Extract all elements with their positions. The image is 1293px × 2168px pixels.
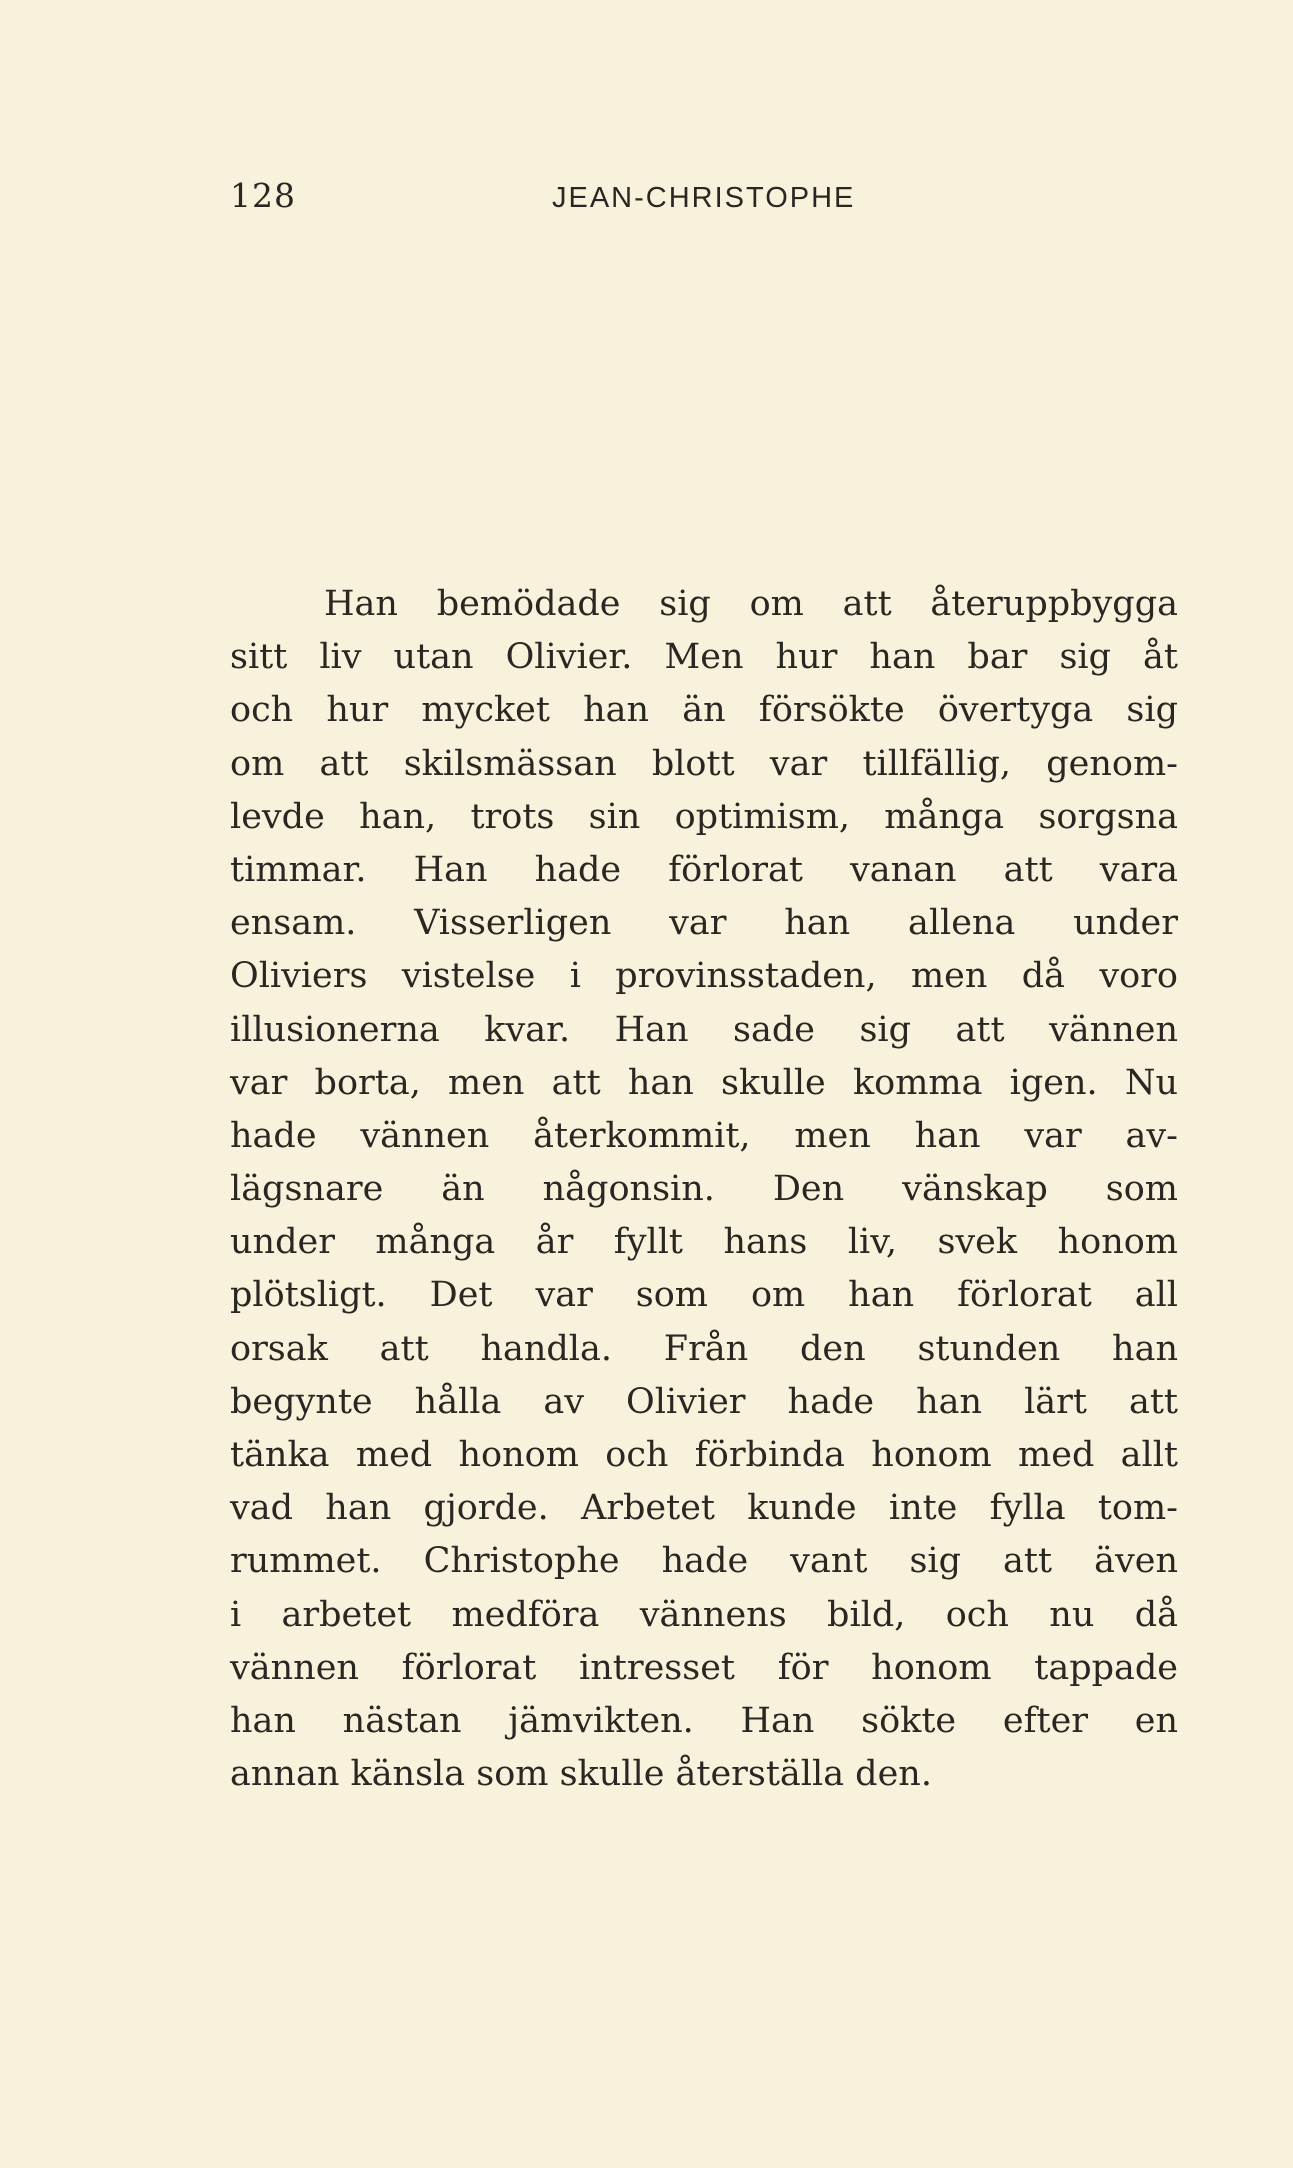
text-line: hade vännen återkommit, men han var av-: [230, 1115, 1178, 1156]
text-line: var borta, men att han skulle komma igen. Nu: [230, 1062, 1178, 1103]
text-line: Oliviers vistelse i provinsstaden, men då voro: [230, 956, 1178, 997]
text-line: han nästan jämvikten. Han sökte efter en: [230, 1700, 1178, 1741]
text-line: Han bemödade sig om att återuppbygga: [324, 584, 1178, 624]
text-line: timmar. Han hade förlorat vanan att vara: [230, 849, 1178, 890]
text-line: illusionerna kvar. Han sade sig att vännen: [230, 1009, 1178, 1050]
text-line: tänka med honom och förbinda honom med allt: [230, 1435, 1178, 1475]
text-line: och hur mycket han än försökte övertyga sig: [230, 690, 1178, 731]
text-line: annan känsla som skulle återställa den.: [230, 1754, 932, 1795]
text-line: rummet. Christophe hade vant sig att även: [230, 1541, 1178, 1582]
text-line: vännen förlorat intresset för honom tappade: [230, 1647, 1178, 1688]
text-line: vad han gjorde. Arbetet kunde inte fylla tom-: [230, 1488, 1178, 1529]
text-line: levde han, trots sin optimism, många sorgsna: [230, 796, 1178, 837]
text-line: i arbetet medföra vännens bild, och nu då: [230, 1594, 1178, 1635]
text-line: plötsligt. Det var som om han förlorat all: [230, 1275, 1178, 1316]
page-number: 128: [230, 176, 296, 215]
text-line: under många år fyllt hans liv, svek honom: [230, 1222, 1178, 1263]
text-line: om att skilsmässan blott var tillfällig, genom-: [230, 743, 1178, 784]
running-head: JEAN-CHRISTOPHE: [552, 182, 856, 214]
text-line: begynte hålla av Olivier hade han lärt att: [230, 1381, 1178, 1422]
body-paragraph: [230, 578, 1178, 1801]
text-line: lägsnare än någonsin. Den vänskap som: [230, 1169, 1178, 1210]
text-line: ensam. Visserligen var han allena under: [230, 903, 1178, 944]
text-line: sitt liv utan Olivier. Men hur han bar sig åt: [230, 637, 1178, 678]
text-line: orsak att handla. Från den stunden han: [230, 1328, 1178, 1369]
